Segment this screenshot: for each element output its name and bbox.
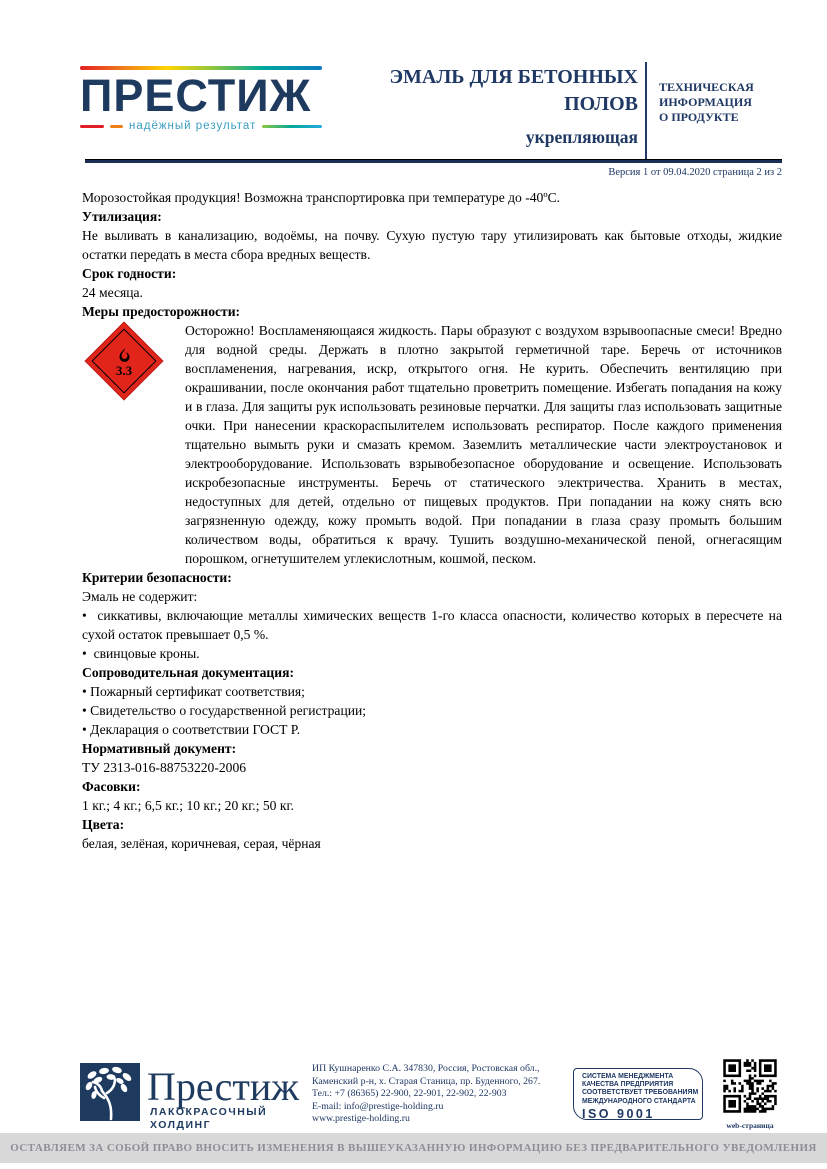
footer-brand-subtitle [150, 1106, 267, 1131]
shelf-life-text: 24 месяца. [82, 285, 143, 300]
utilization-text: Не выливать в канализацию, водоёмы, на почву. Сухую пустую тару утилизировать как бытовые отходы, жидкие остатки передать в места сбора вредных веществ. [82, 228, 782, 262]
normative-text: ТУ 2313-016-88753220-2006 [82, 760, 247, 775]
safety-criteria-bullet: • сиккативы, включающие металлы химических веществ 1-го класса опасности, количество которых в пересчете на сухой остаток превышает 0,5 %. [82, 606, 782, 644]
qr-caption-line1: web-страница [726, 1121, 774, 1130]
logo-dash-orange [110, 125, 123, 128]
footer-brand-name: Престиж [147, 1064, 299, 1109]
product-title-line1: ЭМАЛЬ ДЛЯ БЕТОННЫХ [389, 66, 638, 88]
address-line: Каменский р-н, х. Старая Станица, пр. Буденного, 267. [312, 1075, 541, 1087]
section-title-shelf-life: Срок годности: [82, 266, 177, 281]
section-title-packaging: Фасовки: [82, 779, 141, 794]
colors-text: белая, зелёная, коричневая, серая, чёрная [82, 836, 321, 851]
logo-tagline-row [80, 120, 322, 132]
disclaimer-text: ОСТАВЛЯЕМ ЗА СОБОЙ ПРАВО ВНОСИТЬ ИЗМЕНЕНИЯ В ВЫШЕУКАЗАННУЮ ИНФОРМАЦИЮ БЕЗ ПРЕДВАРИТЕЛЬНОГО УВЕДОМЛЕНИЯ [10, 1142, 817, 1154]
product-title-line2: ПОЛОВ [564, 93, 638, 115]
footer-brand-sub-line2: ХОЛДИНГ [150, 1118, 212, 1131]
brand-logo [80, 66, 322, 132]
hazard-class-number: 3.3 [115, 362, 133, 378]
iso-9001-badge [573, 1068, 703, 1120]
section-title-utilization: Утилизация: [82, 209, 162, 224]
iso-badge-line: КАЧЕСТВА ПРЕДПРИЯТИЯ [582, 1081, 674, 1089]
section-title-documentation: Сопроводительная документация: [82, 665, 294, 680]
product-title [389, 64, 638, 151]
footer-tree-logo-icon [80, 1063, 140, 1121]
section-title-normative: Нормативный документ: [82, 741, 237, 756]
logo-tagline: надёжный результат [129, 120, 257, 132]
qr-code-icon [722, 1058, 778, 1114]
address-line: ИП Кушнаренко С.А. 347830, Россия, Ростовская обл., [312, 1063, 540, 1074]
flammable-hazard-diamond-icon [85, 322, 163, 400]
header-rule [85, 159, 782, 163]
frost-note: Морозостойкая продукция! Возможна транспортировка при температуре до -40ºС. [82, 190, 561, 205]
safety-criteria-intro: Эмаль не содержит: [82, 589, 198, 604]
footer-brand-sub-line1: ЛАКОКРАСОЧНЫЙ [150, 1106, 268, 1118]
documentation-bullet: • Пожарный сертификат соответствия; [82, 682, 782, 701]
documentation-bullet: • Декларация о соответствии ГОСТ Р. [82, 720, 782, 739]
logo-brand-text: ПРЕСТИЖ [80, 70, 312, 121]
iso-9001-label: ISO 9001 [582, 1106, 655, 1121]
section-title-safety-criteria: Критерии безопасности: [82, 570, 232, 585]
product-subtitle: укрепляющая [525, 127, 638, 147]
doc-type-line1: ТЕХНИЧЕСКАЯ [659, 80, 754, 94]
section-title-precautions: Меры предосторожности: [82, 304, 241, 319]
doc-type-line3: О ПРОДУКТЕ [659, 110, 739, 124]
flame-icon [116, 348, 133, 363]
phone-line: Тел.: +7 (86365) 22-900, 22-901, 22-902, 22-903 [312, 1088, 507, 1100]
disclaimer-bar [0, 1133, 827, 1163]
footer-contact-info [312, 1063, 572, 1126]
section-title-colors: Цвета: [82, 817, 125, 832]
precautions-text: Осторожно! Воспламеняющаяся жидкость. Пары образуют с воздухом взрывоопасные смеси! Вредно для водной среды. Держать в плотно закрытой герметичной таре. Беречь от источников воспламенения, нагревания, искр, открытого огня. Не курить. Обеспечить вентиляцию при окрашивании, после окончания работ тщательно проветрить помещение. Избегать попадания на кожу и в глаза. Для защиты рук использовать резиновые перчатки. Для защиты глаз использовать защитные очки. При нанесении краскораспылителем использовать респиратор. После каждого применения тщательно вымыть руки и смазать кремом. Заземлить металлические части электроустановок и электрооборудование. Использовать взрывобезопасное оборудование и освещение. Использовать искробезопасные инструменты. Беречь от статического электричества. Хранить в местах, недоступных для детей, отдельно от пищевых продуктов. При попадании на кожу снять всю загрязненную одежду, кожу промыть водой. При попадании в глаза сразу промыть большим количеством воды, обратиться к врачу. Тушить воздушно-механической пеной, огнегасящим порошком, огнетушителем углекислотным, кошмой, песком. [185, 323, 782, 566]
logo-dash-red [80, 125, 104, 128]
tree-icon [80, 1063, 140, 1121]
email-line[interactable]: E-mail: info@prestige-holding.ru [312, 1100, 444, 1112]
document-body [82, 188, 782, 853]
iso-badge-line: СИСТЕМА МЕНЕДЖМЕНТА [582, 1073, 674, 1080]
hazard-diamond-content [85, 322, 163, 400]
documentation-bullet: • Свидетельство о государственной регистрации; [82, 701, 782, 720]
iso-badge-line: СООТВЕТСТВУЕТ ТРЕБОВАНИЯМ [582, 1089, 699, 1097]
doc-type-line2: ИНФОРМАЦИЯ [659, 95, 752, 109]
logo-dash-gradient [262, 125, 322, 128]
doc-type-label [659, 80, 754, 125]
version-page-info: Версия 1 от 09.04.2020 страница 2 из 2 [608, 167, 782, 178]
qr-code[interactable] [722, 1058, 778, 1139]
iso-badge-line: МЕЖДУНАРОДНОГО СТАНДАРТА [582, 1097, 696, 1105]
packaging-text: 1 кг.; 4 кг.; 6,5 кг.; 10 кг.; 20 кг.; 50 кг. [82, 798, 294, 813]
safety-criteria-bullet: • свинцовые кроны. [82, 644, 782, 663]
header-divider [645, 62, 647, 159]
precautions-block [115, 321, 782, 568]
website-line[interactable]: www.prestige-holding.ru [312, 1113, 410, 1125]
